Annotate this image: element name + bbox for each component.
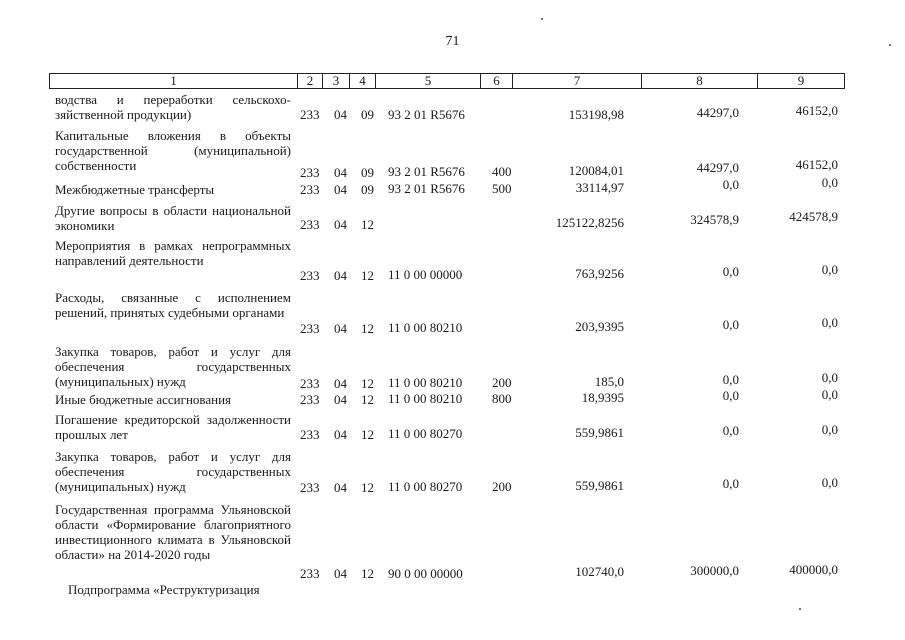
row-article: 93 2 01 R5676 bbox=[388, 107, 465, 122]
row-value-9: 46152,0 bbox=[795, 157, 838, 172]
row-subsection: 12 bbox=[361, 480, 374, 495]
row-article: 93 2 01 R5676 bbox=[388, 181, 465, 196]
row-ministry: 233 bbox=[300, 392, 320, 407]
row-value-8: 0,0 bbox=[722, 177, 739, 192]
row-article: 93 2 01 R5676 bbox=[388, 164, 465, 179]
row-value-9: 424578,9 bbox=[789, 209, 838, 224]
row-ministry: 233 bbox=[300, 217, 320, 232]
row-name: Закупка товаров, работ и услуг для обеспечения государственных (муниципальных) нужд bbox=[55, 344, 291, 389]
row-value-7: 18,9395 bbox=[581, 390, 624, 405]
row-value-9: 0,0 bbox=[821, 315, 838, 330]
row-subsection: 09 bbox=[361, 165, 374, 180]
row-article: 11 0 00 80210 bbox=[388, 391, 463, 406]
row-article: 11 0 00 80210 bbox=[388, 320, 463, 335]
row-kind: 800 bbox=[492, 391, 512, 406]
header-col-9: 9 bbox=[797, 73, 805, 88]
row-value-8: 300000,0 bbox=[690, 563, 739, 578]
row-section: 04 bbox=[334, 107, 347, 122]
row-ministry: 233 bbox=[300, 182, 320, 197]
row-section: 04 bbox=[334, 321, 347, 336]
row-value-7: 125122,8256 bbox=[555, 215, 624, 230]
row-subsection: 09 bbox=[361, 107, 374, 122]
row-value-9: 0,0 bbox=[821, 262, 838, 277]
row-value-9: 0,0 bbox=[821, 475, 838, 490]
row-subsection: 12 bbox=[361, 392, 374, 407]
row-value-7: 33114,97 bbox=[575, 180, 624, 195]
row-ministry: 233 bbox=[300, 321, 320, 336]
row-value-7: 102740,0 bbox=[575, 564, 624, 579]
row-value-7: 559,9861 bbox=[575, 425, 624, 440]
row-name: водства и переработки сельскохо-зяйственной продукции) bbox=[55, 92, 291, 122]
row-ministry: 233 bbox=[300, 268, 320, 283]
row-subsection: 09 bbox=[361, 182, 374, 197]
row-subsection: 12 bbox=[361, 566, 374, 581]
row-name: Капитальные вложения в объекты государственной (муниципальной) собственности bbox=[55, 128, 291, 173]
row-value-9: 0,0 bbox=[821, 370, 838, 385]
row-value-9: 0,0 bbox=[821, 422, 838, 437]
row-value-7: 153198,98 bbox=[568, 107, 624, 122]
row-article: 11 0 00 80270 bbox=[388, 479, 463, 494]
row-name: Закупка товаров, работ и услуг для обеспечения государственных (муниципальных) нужд bbox=[55, 449, 291, 494]
scan-speck bbox=[541, 18, 543, 20]
row-value-8: 0,0 bbox=[722, 317, 739, 332]
row-value-8: 44297,0 bbox=[696, 105, 739, 120]
row-subsection: 12 bbox=[361, 217, 374, 232]
row-kind: 200 bbox=[492, 479, 512, 494]
row-value-8: 44297,0 bbox=[696, 160, 739, 175]
row-value-7: 203,9395 bbox=[575, 319, 624, 334]
row-section: 04 bbox=[334, 165, 347, 180]
row-section: 04 bbox=[334, 268, 347, 283]
row-value-7: 559,9861 bbox=[575, 478, 624, 493]
row-kind: 500 bbox=[492, 181, 512, 196]
row-ministry: 233 bbox=[300, 566, 320, 581]
scan-speck bbox=[799, 608, 801, 610]
row-subsection: 12 bbox=[361, 427, 374, 442]
row-ministry: 233 bbox=[300, 427, 320, 442]
row-value-7: 120084,01 bbox=[568, 163, 624, 178]
header-col-5: 5 bbox=[376, 74, 481, 88]
header-col-2: 2 bbox=[298, 74, 323, 88]
row-name: Иные бюджетные ассигнования bbox=[55, 392, 232, 407]
row-ministry: 233 bbox=[300, 480, 320, 495]
row-value-9: 400000,0 bbox=[789, 562, 838, 577]
row-name: Другие вопросы в области национальной экономики bbox=[55, 203, 291, 233]
row-ministry: 233 bbox=[300, 165, 320, 180]
row-subsection: 12 bbox=[361, 268, 374, 283]
row-value-8: 0,0 bbox=[722, 372, 739, 387]
row-value-8: 0,0 bbox=[722, 264, 739, 279]
row-ministry: 233 bbox=[300, 376, 320, 391]
row-value-8: 324578,9 bbox=[690, 212, 739, 227]
row-name: Государственная программа Ульяновской области «Формирование благоприятного инвестиционного климата в Ульяновской области» на 2014-2020 годы bbox=[55, 502, 291, 562]
row-section: 04 bbox=[334, 392, 347, 407]
header-col-1: 1 bbox=[50, 74, 298, 88]
row-name: Расходы, связанные с исполнением решений, принятых судебными органами bbox=[55, 290, 291, 320]
row-value-8: 0,0 bbox=[722, 388, 739, 403]
row-name: Межбюджетные трансферты bbox=[55, 182, 215, 197]
row-value-9: 0,0 bbox=[821, 387, 838, 402]
row-kind: 200 bbox=[492, 375, 512, 390]
row-section: 04 bbox=[334, 480, 347, 495]
header-col-7: 7 bbox=[513, 74, 642, 88]
row-name: Подпрограмма «Реструктуризация bbox=[68, 582, 260, 597]
row-section: 04 bbox=[334, 376, 347, 391]
row-value-9: 46152,0 bbox=[795, 103, 838, 118]
row-section: 04 bbox=[334, 217, 347, 232]
header-col-8: 8 bbox=[642, 74, 758, 88]
row-value-8: 0,0 bbox=[722, 476, 739, 491]
row-article: 11 0 00 80210 bbox=[388, 375, 463, 390]
row-subsection: 12 bbox=[361, 376, 374, 391]
page-number: 71 bbox=[445, 34, 460, 49]
table-header bbox=[49, 73, 845, 89]
row-value-7: 185,0 bbox=[594, 374, 624, 389]
row-section: 04 bbox=[334, 182, 347, 197]
scan-speck bbox=[889, 44, 891, 46]
header-col-6: 6 bbox=[481, 74, 513, 88]
row-subsection: 12 bbox=[361, 321, 374, 336]
row-ministry: 233 bbox=[300, 107, 320, 122]
row-article: 11 0 00 00000 bbox=[388, 267, 463, 282]
row-kind: 400 bbox=[492, 164, 512, 179]
row-value-9: 0,0 bbox=[821, 175, 838, 190]
row-section: 04 bbox=[334, 566, 347, 581]
row-value-7: 763,9256 bbox=[575, 266, 624, 281]
row-article: 11 0 00 80270 bbox=[388, 426, 463, 441]
row-name: Погашение кредиторской задолженности прошлых лет bbox=[55, 412, 291, 442]
header-col-4: 4 bbox=[350, 74, 376, 88]
row-value-8: 0,0 bbox=[722, 423, 739, 438]
row-section: 04 bbox=[334, 427, 347, 442]
row-article: 90 0 00 00000 bbox=[388, 566, 463, 581]
row-name: Мероприятия в рамках непрограммных направлений деятельности bbox=[55, 238, 291, 268]
header-col-3: 3 bbox=[323, 74, 350, 88]
